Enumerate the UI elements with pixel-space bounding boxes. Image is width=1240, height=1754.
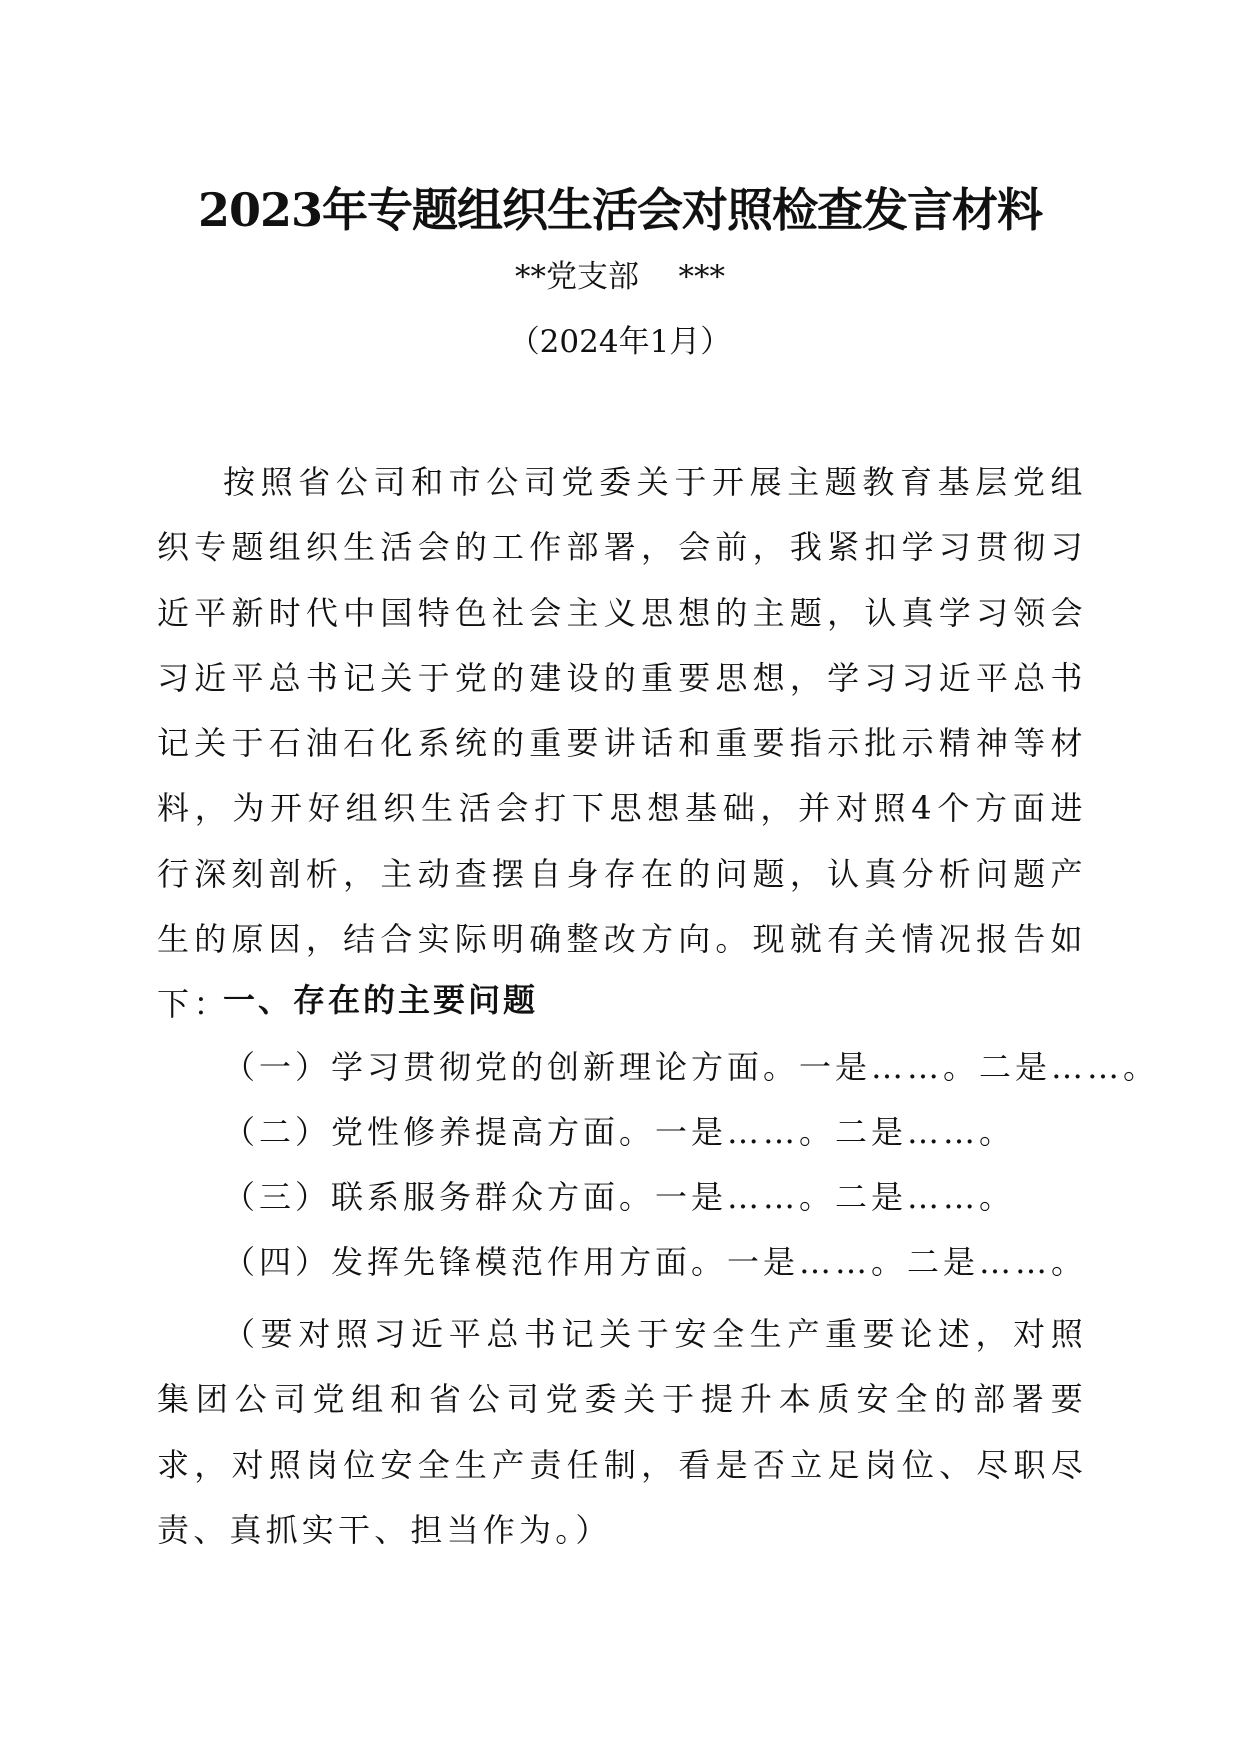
author-line: **党支部 *** [515, 259, 725, 295]
problem-item: （二）党性修养提高方面。一是……。二是……。 [223, 1113, 1016, 1151]
document-title: 2023年专题组织生活会对照检查发言材料 [197, 183, 1043, 237]
problem-item: （四）发挥先锋模范作用方面。一是……。二是……。 [223, 1243, 1088, 1281]
intro-paragraph: 按照省公司和市公司党委关于开展主题教育基层党组织专题组织生活会的工作部署，会前，我紧扣学习贯彻习近平新时代中国特色社会主义思想的主题，认真学习领会习近平总书记关于党的建设的重要思想，学习习近平总书记关于石油石化系统的重要讲话和重要指示批示精神等材料，为开好组织生活会打下思想基础，并对照4个方面进行深刻剖析，主动查摆自身存在的问题，认真分析问题产生的原因，结合实际明确整改方向。现就有关情况报告如下： [157, 463, 1087, 1024]
problem-item: （三）联系服务群众方面。一是……。二是……。 [223, 1178, 1016, 1216]
section-heading: 一、存在的主要问题 [223, 981, 539, 1019]
date-line: （2024年1月） [508, 324, 732, 360]
note-paragraph: （要对照习近平总书记关于安全生产重要论述，对照集团公司党组和省公司党委关于提升本质安全的部署要求，对照岗位安全生产责任制，看是否立足岗位、尽职尽责、真抓实干、担当作为。） [157, 1315, 1087, 1549]
problem-item: （一）学习贯彻党的创新理论方面。一是……。二是……。 [223, 1048, 1160, 1086]
